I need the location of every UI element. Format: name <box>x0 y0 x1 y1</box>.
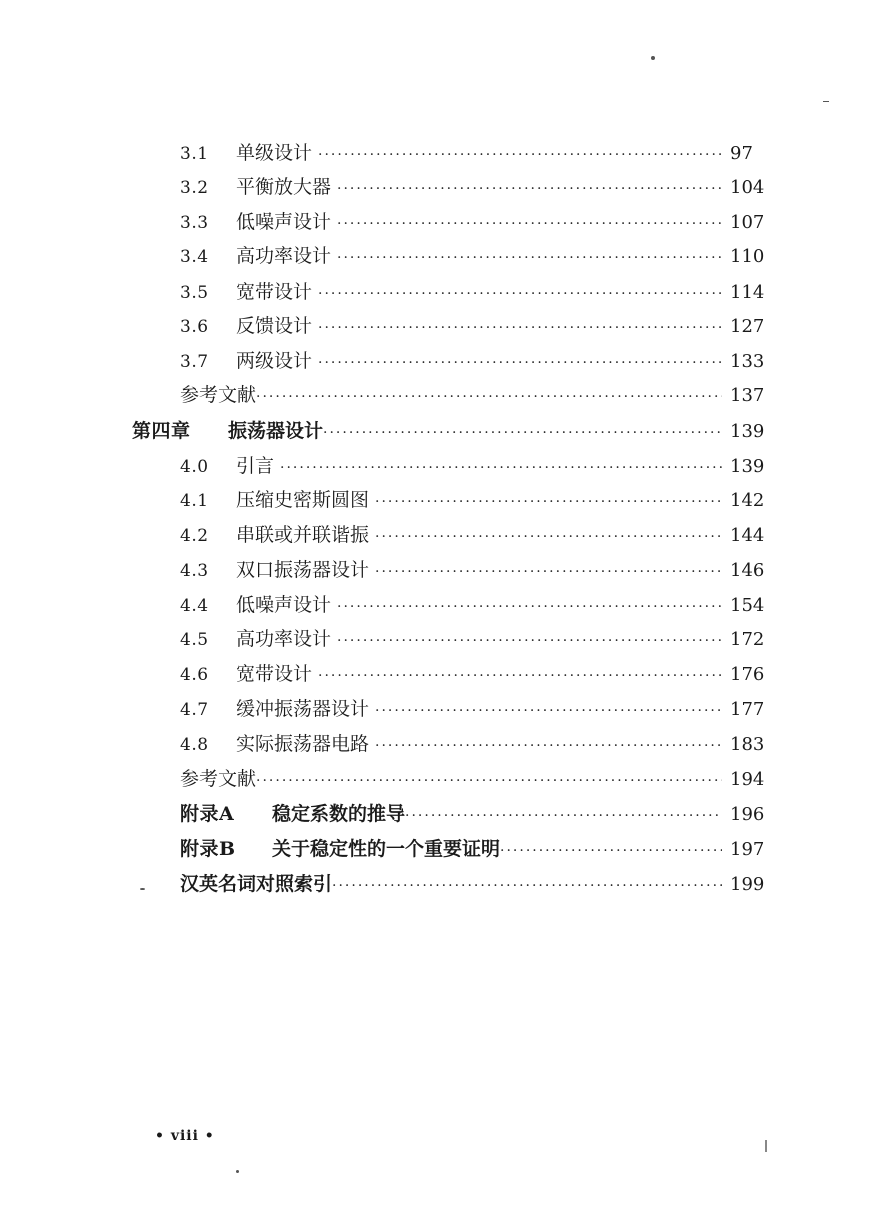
dot-leader <box>318 279 722 309</box>
toc-page: 146 <box>730 560 765 581</box>
toc-entry-4-3 <box>180 555 770 585</box>
dot-leader <box>337 209 722 239</box>
toc-page: 104 <box>730 177 765 198</box>
toc-title: 低噪声设计 <box>236 211 332 233</box>
toc-entry-4-4 <box>180 590 770 620</box>
toc-page: 196 <box>730 804 765 825</box>
toc-number: 4.2 <box>180 526 209 546</box>
toc-entry-4-7 <box>180 694 770 724</box>
dot-leader <box>500 836 722 866</box>
toc-entry-3-5 <box>180 277 770 307</box>
dot-leader <box>318 313 722 343</box>
toc-entry-4-8 <box>180 729 770 759</box>
toc-number: 4.0 <box>180 457 209 477</box>
dot-leader <box>256 382 722 412</box>
toc-title: 稳定系数的推导 <box>272 803 406 825</box>
toc-title: 反馈设计 <box>236 315 313 337</box>
toc-entry-3-3 <box>180 207 770 237</box>
dot-leader <box>337 626 722 656</box>
scan-speck <box>823 101 829 102</box>
toc-page: 177 <box>730 699 765 720</box>
dot-leader <box>318 348 722 378</box>
toc-entry-4-0 <box>180 451 770 481</box>
toc-page: 194 <box>730 769 765 790</box>
toc-title: 平衡放大器 <box>236 176 332 198</box>
toc-title: 宽带设计 <box>236 663 313 685</box>
toc-title: 参考文献 <box>180 384 257 406</box>
toc-number: 4.4 <box>180 596 209 616</box>
toc-title: 单级设计 <box>236 142 313 164</box>
dot-leader <box>375 557 722 587</box>
toc-number: 附录B <box>180 838 236 860</box>
toc-page: 176 <box>730 664 765 685</box>
toc-title: 引言 <box>236 455 275 477</box>
toc-chapter-number: 第四章 <box>132 420 191 442</box>
toc-title: 压缩史密斯圆图 <box>236 489 370 511</box>
toc-entry-4-1 <box>180 485 770 515</box>
toc-page: 97 <box>730 143 753 164</box>
toc-title: 高功率设计 <box>236 245 332 267</box>
toc-entry-appendix-a <box>180 799 770 829</box>
toc-title: 关于稳定性的一个重要证明 <box>272 838 501 860</box>
toc-entry-index <box>180 869 770 899</box>
toc-page: 139 <box>730 421 765 442</box>
toc-entry-4-2 <box>180 520 770 550</box>
dot-leader <box>332 871 722 901</box>
dot-leader <box>256 766 722 796</box>
toc-title: 实际振荡器电路 <box>236 733 370 755</box>
toc-page: 142 <box>730 490 765 511</box>
toc-entry-4-5 <box>180 624 770 654</box>
toc-entry-chapter-4 <box>132 416 770 446</box>
toc-page: 183 <box>730 734 765 755</box>
toc-page: 137 <box>730 385 765 406</box>
toc-title: 宽带设计 <box>236 281 313 303</box>
toc-page: 172 <box>730 629 765 650</box>
dot-leader <box>318 140 722 170</box>
toc-title: 低噪声设计 <box>236 594 332 616</box>
toc-page: 107 <box>730 212 765 233</box>
toc-title: 振荡器设计 <box>228 420 324 442</box>
toc-number: 4.3 <box>180 561 209 581</box>
page-folio: • viii • <box>155 1128 215 1144</box>
toc-title: 串联或并联谐振 <box>236 524 370 546</box>
toc-title: 缓冲振荡器设计 <box>236 698 370 720</box>
toc-entry-appendix-b <box>180 834 770 864</box>
toc-number: 4.8 <box>180 735 209 755</box>
dot-leader <box>337 243 722 273</box>
toc-number: 3.4 <box>180 247 209 267</box>
toc-entry-4-6 <box>180 659 770 689</box>
toc-number: 3.7 <box>180 352 209 372</box>
toc-page: 127 <box>730 316 765 337</box>
dot-leader <box>375 522 722 552</box>
toc-title: 双口振荡器设计 <box>236 559 370 581</box>
dot-leader <box>405 801 722 831</box>
toc-page: 139 <box>730 456 765 477</box>
toc-page: 144 <box>730 525 765 546</box>
toc-number: 附录A <box>180 803 235 825</box>
toc-number: 3.3 <box>180 213 209 233</box>
toc-page: 197 <box>730 839 765 860</box>
dot-leader <box>318 661 722 691</box>
toc-number: 4.6 <box>180 665 209 685</box>
scan-speck <box>651 56 655 60</box>
dot-leader <box>337 174 722 204</box>
toc-number: 4.5 <box>180 630 209 650</box>
dot-leader <box>280 453 722 483</box>
dot-leader <box>337 592 722 622</box>
toc-number: 3.5 <box>180 283 209 303</box>
toc-number: 4.7 <box>180 700 209 720</box>
toc-entry-3-6 <box>180 311 770 341</box>
scan-speck <box>140 888 145 890</box>
dot-leader <box>375 731 722 761</box>
toc-entry-3-7 <box>180 346 770 376</box>
toc-title: 汉英名词对照索引 <box>180 873 333 895</box>
toc-page: 154 <box>730 595 765 616</box>
dot-leader <box>323 418 722 448</box>
toc-entry-3-4 <box>180 241 770 271</box>
toc-number: 4.1 <box>180 491 209 511</box>
scan-speck <box>765 1140 767 1152</box>
toc-entry-3-1 <box>180 138 770 168</box>
toc-entry-references-3 <box>180 380 770 410</box>
toc-entry-references-4 <box>180 764 770 794</box>
toc-number: 3.1 <box>180 144 209 164</box>
toc-number: 3.6 <box>180 317 209 337</box>
toc-number: 3.2 <box>180 178 209 198</box>
toc-entry-3-2 <box>180 172 770 202</box>
toc-page: 133 <box>730 351 765 372</box>
scan-speck <box>236 1170 239 1173</box>
toc-page: 199 <box>730 874 765 895</box>
toc-title: 参考文献 <box>180 768 257 790</box>
toc-title: 高功率设计 <box>236 628 332 650</box>
toc-title: 两级设计 <box>236 350 313 372</box>
toc-page: 110 <box>730 246 765 267</box>
toc-page: 114 <box>730 282 765 303</box>
dot-leader <box>375 487 722 517</box>
dot-leader <box>375 696 722 726</box>
